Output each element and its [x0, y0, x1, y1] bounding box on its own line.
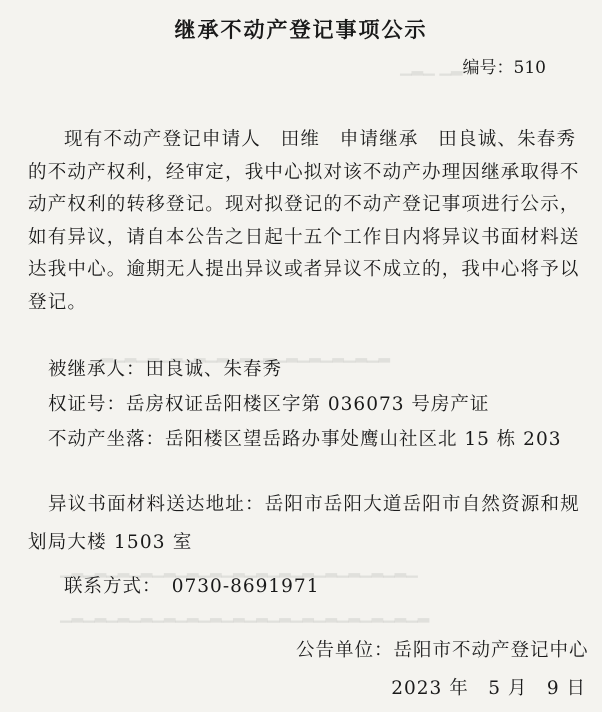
- notice-date: 2023 年 5 月 9 日: [391, 678, 586, 699]
- bleed-through-mark: ▁▂▁▂▁▂▁▂▁▂▁▂▁▂▁▂▁▂▁▂▁▂▁▂▁▂▁▂▁▂▁▂: [60, 605, 430, 623]
- notice-body: 现有不动产登记申请人 田维 申请继承 田良诚、朱春秀 的不动产权利，经审定，我中心拟对该不动产办理因继承取得不动产权利的转移登记。现对拟登记的不动产登记事项进行公示，如有异议，请自本公告之日起十五个工作日内将异议书面材料送达我中心。逾期无人提出异议或者异议不成立的，我中心将予以登记。: [28, 129, 596, 313]
- decedents-line: 被继承人：田良诚、朱春秀: [48, 359, 283, 380]
- certificate-line: 权证号：岳房权证岳阳楼区字第 036073 号房产证: [48, 394, 490, 415]
- objection-address: 异议书面材料送达地址：岳阳市岳阳大道岳阳市自然资源和规划局大楼 1503 室: [28, 494, 580, 553]
- issuer-line: 公告单位：岳阳市不动产登记中心: [296, 640, 589, 661]
- contact-line: 联系方式： 0730-8691971: [64, 576, 320, 597]
- notice-title: 继承不动产登记事项公示: [174, 17, 428, 42]
- bleed-through-mark: ▁▂▁▂▁▂▁▂▁▂▁▂▁▂▁▂▁▂▁▂▁▂▁▂▁▂▁▂▁▂▁: [60, 560, 418, 578]
- location-line: 不动产坐落：岳阳楼区望岳路办事处鹰山社区北 15 栋 203: [48, 429, 562, 450]
- bleed-through-mark: ▁▂▁ ▁▂: [400, 58, 463, 76]
- bleed-through-mark: ▁▂▁▂▁▂▁▂▁▂▁▂▁▂▁▂▁▂▁▂▁▂▁▂▁▂: [90, 345, 390, 363]
- notice-number: 编号：510: [462, 58, 546, 78]
